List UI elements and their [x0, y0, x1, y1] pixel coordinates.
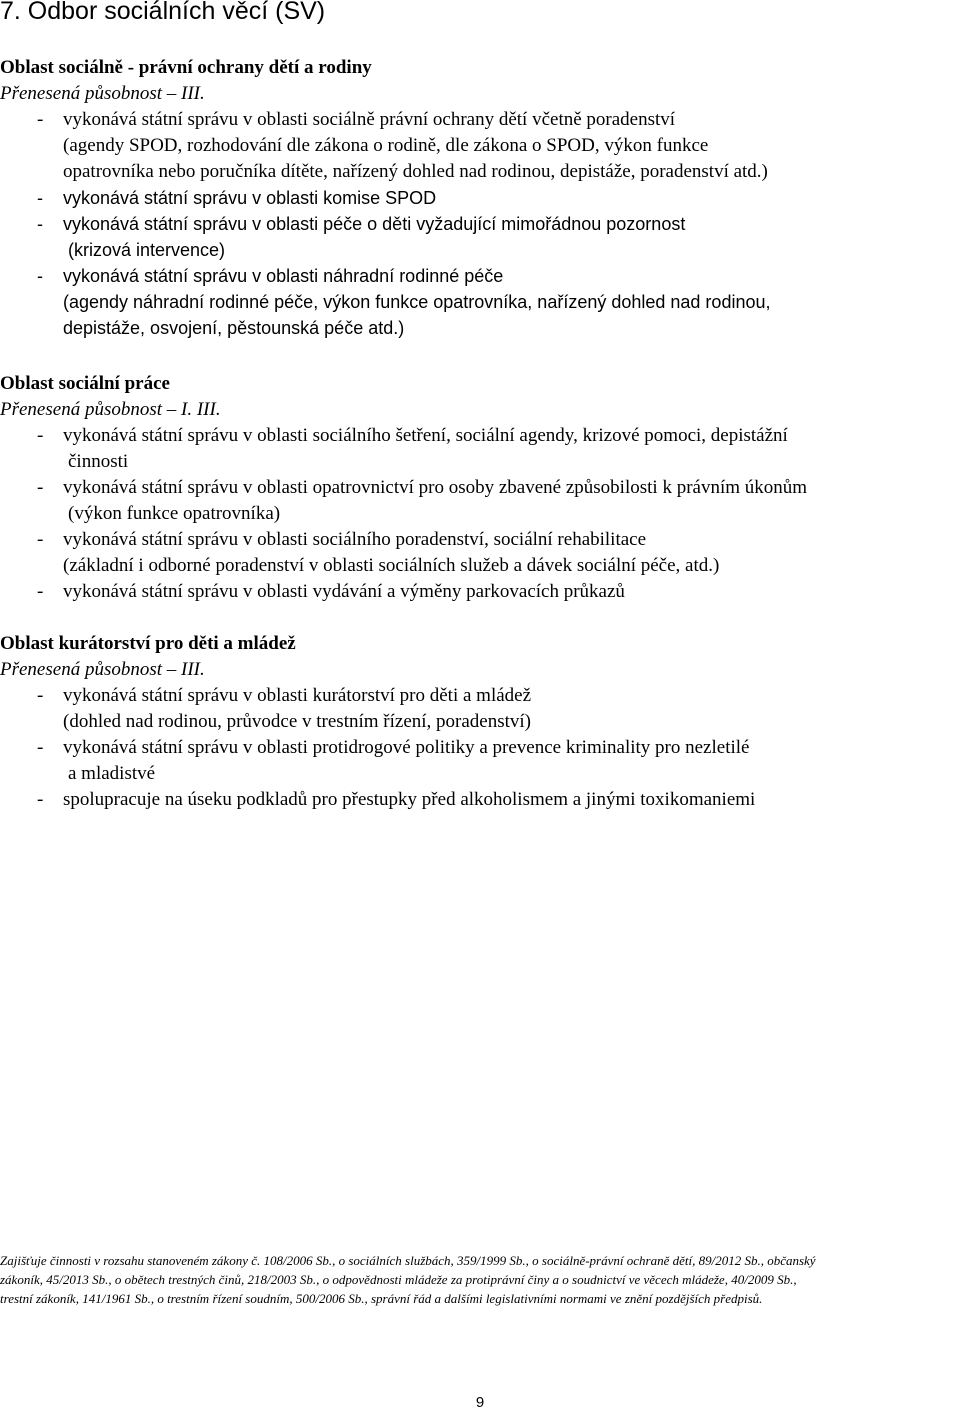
- list-dash: -: [37, 685, 44, 706]
- list-item-text: vykonává státní správu v oblasti vydávání a výměny parkovacích průkazů: [63, 581, 625, 602]
- list-item: [0, 423, 960, 475]
- list-dash: -: [37, 214, 43, 234]
- list-dash: -: [37, 425, 44, 446]
- list-dash: -: [37, 477, 44, 498]
- list-item-text: činnosti: [68, 451, 129, 472]
- list-dash: -: [37, 581, 44, 602]
- list-item-text: vykonává státní správu v oblasti sociálního šetření, sociální agendy, krizové pomoci, depistážní: [63, 425, 788, 446]
- list-item: [0, 185, 960, 211]
- list-item: [0, 211, 960, 263]
- section-curatorship: [0, 631, 960, 813]
- list-item-text: vykonává státní správu v oblasti sociálního poradenství, sociální rehabilitace: [63, 529, 647, 550]
- section-scope: Přenesená působnost – III.: [0, 83, 205, 104]
- list-item: [0, 683, 960, 735]
- list-item-text: (agendy SPOD, rozhodování dle zákona o rodině, dle zákona o SPOD, výkon funkce: [63, 135, 709, 156]
- section-title: Oblast kurátorství pro děti a mládež: [0, 633, 296, 654]
- list-item-text: a mladistvé: [68, 763, 156, 784]
- section-scope: Přenesená působnost – III.: [0, 659, 205, 680]
- list-item-text: vykonává státní správu v oblasti kurátorství pro děti a mládež: [63, 685, 532, 706]
- list-item-text: vykonává státní správu v oblasti sociálně právní ochrany dětí včetně poradenství: [63, 109, 676, 130]
- footnote-line: trestní zákoník, 141/1961 Sb., o trestním řízení soudním, 500/2006 Sb., správní řád a dalšími legislativními normami ve znění pozdějších předpisů.: [0, 1291, 763, 1306]
- footnote-line: Zajišťuje činnosti v rozsahu stanoveném zákony č. 108/2006 Sb., o sociálních službách, 359/1999 Sb., o sociálně-právní ochraně dětí, 89/2012 Sb., občanský: [0, 1253, 816, 1268]
- list-item-text: (krizová intervence): [68, 240, 226, 260]
- list-item: [0, 579, 960, 605]
- section-title: Oblast sociálně - právní ochrany dětí a rodiny: [0, 57, 372, 78]
- list-item: [0, 787, 960, 813]
- list-item: [0, 475, 960, 527]
- page-number: 9: [475, 1394, 485, 1411]
- list-item-text: vykonává státní správu v oblasti opatrovnictví pro osoby zbavené způsobilosti k právním úkonům: [63, 477, 808, 498]
- section-scope: Přenesená působnost – I. III.: [0, 399, 221, 420]
- list-dash: -: [37, 789, 44, 810]
- list-dash: -: [37, 529, 44, 550]
- list-item: [0, 263, 960, 341]
- list-item-text: depistáže, osvojení, pěstounská péče atd.): [63, 318, 405, 338]
- list-dash: -: [37, 737, 44, 758]
- list-item-text: opatrovníka nebo poručníka dítěte, nařízený dohled nad rodinou, depistáže, poradenství atd.): [63, 161, 768, 182]
- list-dash: -: [37, 109, 44, 130]
- list-item-text: vykonává státní správu v oblasti protidrogové politiky a prevence kriminality pro nezletilé: [63, 737, 750, 758]
- page-title: 7. Odbor sociálních věcí (SV): [0, 0, 326, 25]
- list-item-text: (agendy náhradní rodinné péče, výkon funkce opatrovníka, nařízený dohled nad rodinou,: [63, 292, 771, 312]
- list-item-text: (výkon funkce opatrovníka): [68, 503, 281, 524]
- list-dash: -: [37, 188, 43, 208]
- list-item-text: (dohled nad rodinou, průvodce v trestním řízení, poradenství): [63, 711, 532, 732]
- list-item: [0, 107, 960, 185]
- section-spod: [0, 55, 960, 341]
- section-social-work: [0, 371, 960, 605]
- list-item-text: (základní i odborné poradenství v oblasti sociálních služeb a dávek sociální péče, atd.): [63, 555, 720, 576]
- list-item: [0, 735, 960, 787]
- list-item-text: spolupracuje na úseku podkladů pro přestupky před alkoholismem a jinými toxikomaniemi: [63, 789, 756, 810]
- list-item: [0, 527, 960, 579]
- list-item-text: vykonává státní správu v oblasti náhradní rodinné péče: [63, 266, 504, 286]
- list-item-text: vykonává státní správu v oblasti péče o děti vyžadující mimořádnou pozornost: [63, 214, 686, 234]
- footnote-line: zákoník, 45/2013 Sb., o obětech trestných činů, 218/2003 Sb., o odpovědnosti mládeže za protiprávní činy a o soudnictví ve věcech mládeže, 40/2009 Sb.,: [0, 1272, 797, 1287]
- list-item-text: vykonává státní správu v oblasti komise SPOD: [63, 188, 437, 208]
- legal-footnote: [0, 1251, 960, 1308]
- list-dash: -: [37, 266, 43, 286]
- section-title: Oblast sociální práce: [0, 373, 170, 394]
